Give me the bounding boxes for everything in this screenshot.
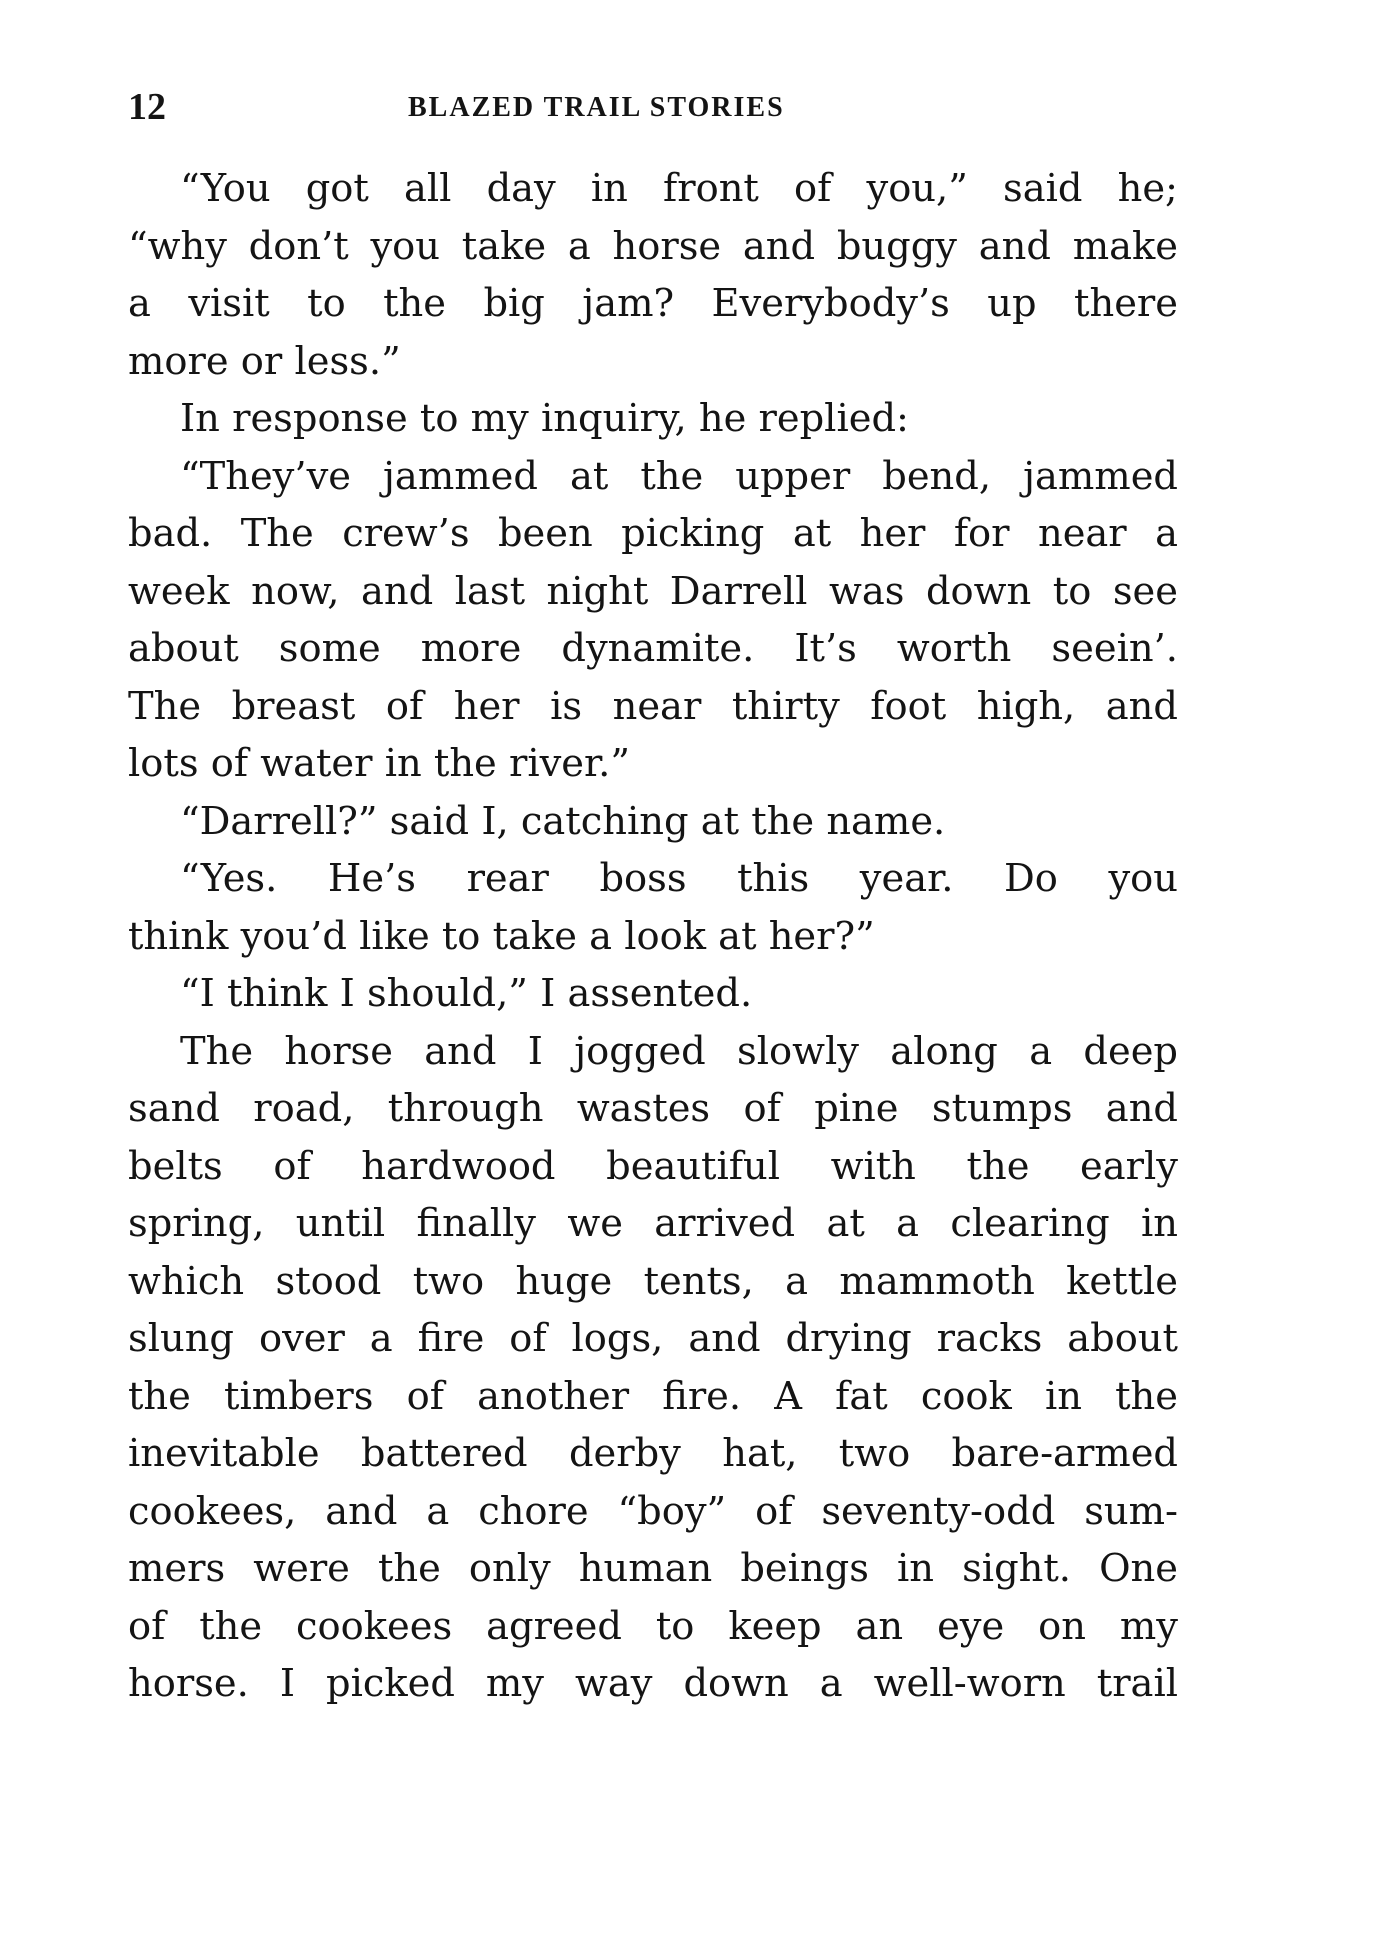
running-head bbox=[128, 82, 1178, 132]
text-line: “You got all day in front of you,” said he; bbox=[180, 166, 1178, 211]
body-text bbox=[128, 160, 1178, 1713]
text-line: In response to my inquiry, he replied: bbox=[180, 396, 909, 441]
text-line: cookees, and a chore “boy” of seventy-odd sum- bbox=[128, 1488, 1178, 1534]
text-line: think you’d like to take a look at her?” bbox=[128, 913, 875, 959]
text-line: a visit to the big jam? Everybody’s up there bbox=[128, 281, 1178, 326]
text-line: week now, and last night Darrell was down to see bbox=[128, 568, 1178, 614]
text-line: spring, until finally we arrived at a clearing in bbox=[128, 1201, 1178, 1246]
text-line: horse. I picked my way down a well-worn trail bbox=[128, 1661, 1178, 1706]
text-line: “Yes. He’s rear boss this year. Do you bbox=[180, 856, 1178, 901]
text-line: mers were the only human beings in sight. One bbox=[128, 1546, 1178, 1591]
text-line: about some more dynamite. It’s worth seein’. bbox=[128, 626, 1178, 671]
text-line: “They’ve jammed at the upper bend, jammed bbox=[180, 453, 1178, 499]
text-line: the timbers of another fire. A fat cook in the bbox=[128, 1373, 1178, 1419]
text-line: bad. The crew’s been picking at her for near a bbox=[128, 511, 1178, 556]
text-line: sand road, through wastes of pine stumps and bbox=[128, 1086, 1178, 1131]
text-line: lots of water in the river.” bbox=[128, 741, 630, 786]
text-line: more or less.” bbox=[128, 338, 401, 384]
text-line: inevitable battered derby hat, two bare-armed bbox=[128, 1431, 1178, 1476]
text-line: “Darrell?” said I, catching at the name. bbox=[180, 798, 946, 844]
text-line: which stood two huge tents, a mammoth kettle bbox=[128, 1258, 1178, 1304]
book-title: BLAZED TRAIL STORIES bbox=[408, 92, 785, 123]
text-line: The horse and I jogged slowly along a deep bbox=[180, 1028, 1178, 1074]
text-line: The breast of her is near thirty foot high, and bbox=[128, 683, 1178, 729]
text-line: “I think I should,” I assented. bbox=[180, 971, 753, 1016]
page-number: 12 bbox=[128, 86, 166, 128]
text-line: of the cookees agreed to keep an eye on my bbox=[128, 1603, 1178, 1649]
text-line: slung over a fire of logs, and drying racks about bbox=[128, 1316, 1178, 1361]
text-line: “why don’t you take a horse and buggy and make bbox=[128, 223, 1178, 269]
text-line: belts of hardwood beautiful with the early bbox=[128, 1143, 1178, 1189]
